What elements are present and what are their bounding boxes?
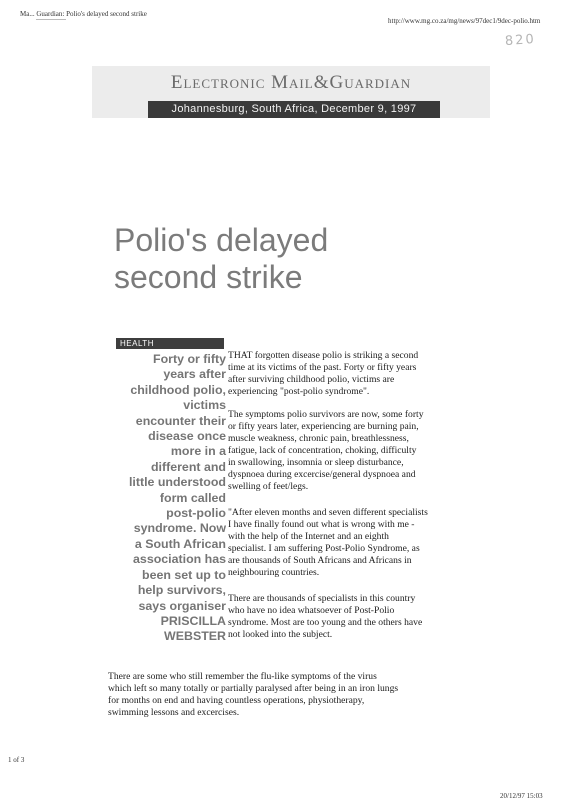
body-line: in swallowing, insomnia or sleep disturbance, bbox=[228, 457, 404, 468]
dateline-bar: Johannesburg, South Africa, December 9, 1997 bbox=[148, 101, 440, 118]
body-line: are thousands of South Africans and Africans in bbox=[228, 555, 412, 566]
body-line: or fifty years later, experiencing are burning pain, bbox=[228, 421, 419, 432]
print-header-title: Ma... Guardian: Polio's delayed second strike bbox=[20, 10, 147, 18]
section-label: HEALTH bbox=[116, 338, 224, 349]
standfirst-line: form called bbox=[159, 490, 226, 505]
standfirst-line: childhood polio, bbox=[130, 382, 226, 397]
standfirst-line: help survivors, bbox=[137, 583, 226, 598]
handwritten-page-number: 820 bbox=[504, 31, 537, 50]
body-line: The symptoms polio survivors are now, some forty bbox=[228, 409, 424, 420]
headline-line: second strike bbox=[114, 259, 303, 295]
body-line: not looked into the subject. bbox=[228, 629, 333, 640]
paragraph bbox=[228, 593, 464, 641]
paragraph bbox=[228, 507, 464, 579]
body-line: There are thousands of specialists in this country bbox=[228, 593, 416, 604]
standfirst-line: syndrome. Now bbox=[133, 521, 226, 536]
standfirst-line: encounter their bbox=[135, 413, 226, 428]
body-line: for months on end and having countless operations, physiotherapy, bbox=[108, 695, 365, 706]
paragraph bbox=[228, 409, 464, 493]
standfirst-line: says organiser bbox=[138, 598, 226, 613]
standfirst bbox=[116, 352, 226, 645]
body-line: swimming lessons and excercises. bbox=[108, 707, 240, 718]
standfirst-line: association has bbox=[133, 552, 226, 567]
body-line: specialist. I am suffering Post-Polio Syndrome, as bbox=[228, 543, 420, 554]
print-header-url: http://www.mg.co.za/mg/news/97dec1/9dec-polio.htm bbox=[388, 17, 541, 25]
paragraph bbox=[228, 350, 464, 398]
standfirst-line: victims bbox=[183, 398, 226, 413]
body-line: "After eleven months and seven different specialists bbox=[228, 507, 428, 518]
header-scribble bbox=[36, 19, 66, 20]
standfirst-line: years after bbox=[163, 367, 226, 382]
body-line: which left so many totally or partially paralysed after being in an iron lungs bbox=[108, 683, 399, 694]
standfirst-line: PRISCILLA bbox=[160, 613, 226, 628]
body-line: with the help of the Internet and an eighth bbox=[228, 531, 389, 542]
standfirst-line: disease once bbox=[148, 429, 226, 444]
standfirst-line: Forty or fifty bbox=[153, 352, 226, 366]
body-line: I have finally found out what is wrong with me - bbox=[228, 519, 415, 530]
closing-paragraph bbox=[108, 671, 428, 719]
standfirst-line: post-polio bbox=[166, 506, 226, 521]
body-line: THAT forgotten disease polio is striking a second bbox=[228, 350, 419, 361]
standfirst-line: different and bbox=[150, 459, 226, 474]
body-line: neighbouring countries. bbox=[228, 567, 320, 578]
print-page-count: 1 of 3 bbox=[8, 756, 25, 764]
body-line: fatigue, lack of concentration, choking, difficulty bbox=[228, 445, 417, 456]
standfirst-line: a South African bbox=[134, 536, 226, 551]
body-line: There are some who still remember the flu-like symptoms of the virus bbox=[108, 671, 377, 682]
body-line: syndrome. Most are too young and the others have bbox=[228, 617, 423, 628]
body-line: swelling of feet/legs. bbox=[228, 481, 309, 492]
body-line: who have no idea whatsoever of Post-Polio bbox=[228, 605, 395, 616]
standfirst-line: been set up to bbox=[142, 567, 226, 582]
standfirst-line: more in a bbox=[170, 444, 226, 459]
article-headline bbox=[114, 222, 434, 296]
body-line: after surviving childhood polio, victims are bbox=[228, 374, 395, 385]
body-line: experiencing "post-polio syndrome". bbox=[228, 386, 370, 397]
print-timestamp: 20/12/97 15:03 bbox=[500, 792, 543, 800]
body-line: muscle weakness, chronic pain, breathlessness, bbox=[228, 433, 409, 444]
article-body bbox=[228, 350, 464, 652]
body-line: dyspnoea during excercise/general dyspnoea and bbox=[228, 469, 416, 480]
masthead-title: Electronic Mail&Guardian bbox=[170, 72, 412, 93]
body-line: time at its victims of the past. Forty or fifty years bbox=[228, 362, 417, 373]
standfirst-line: little understood bbox=[128, 475, 226, 490]
headline-line: Polio's delayed bbox=[114, 222, 329, 258]
standfirst-line: WEBSTER bbox=[164, 629, 226, 644]
